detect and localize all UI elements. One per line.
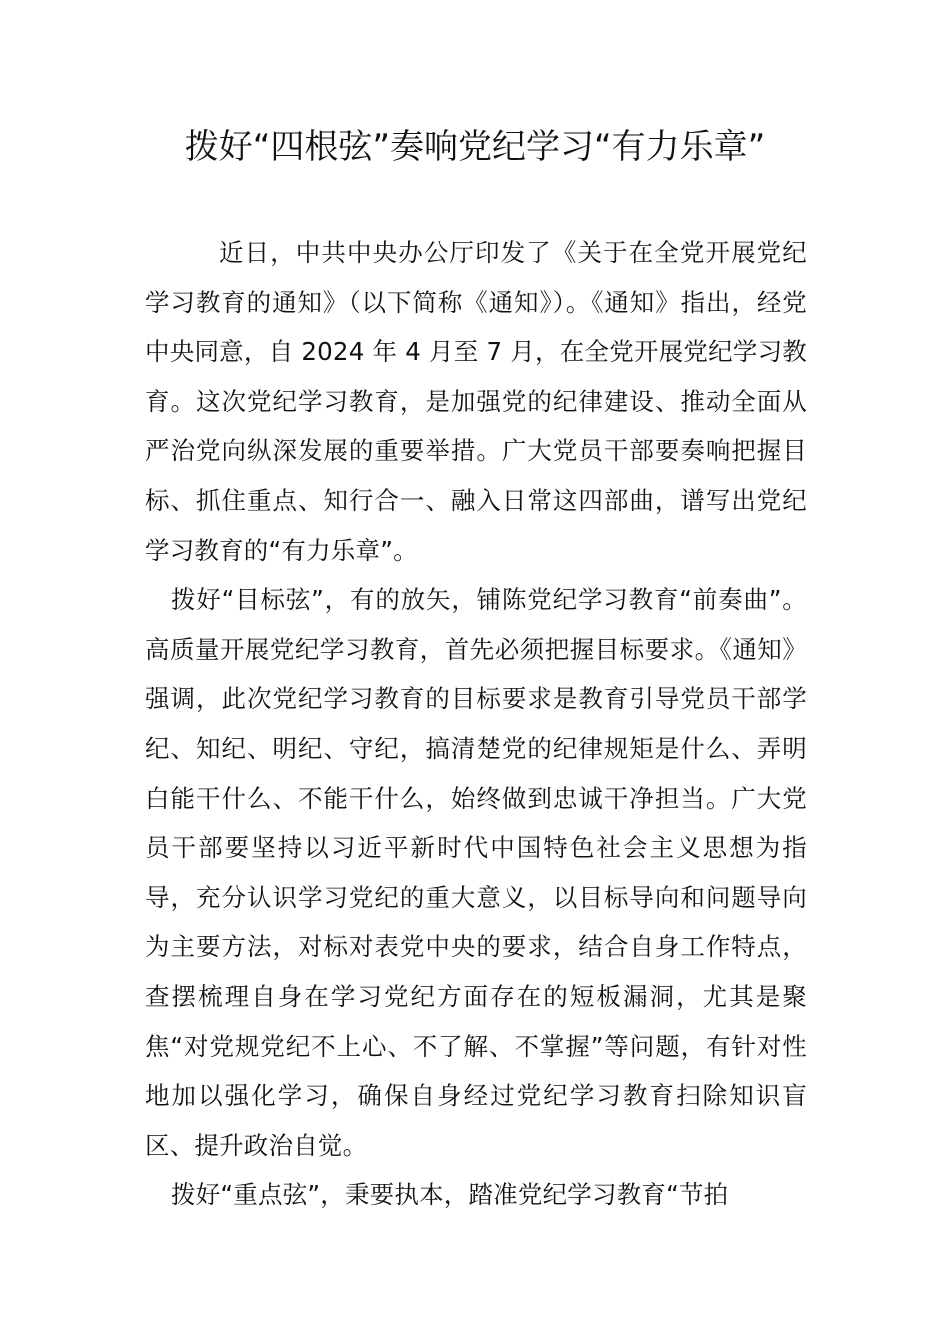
paragraph-intro: 近日，中共中央办公厅印发了《关于在全党开展党纪学习教育的通知》（以下简称《通知》）。《通知》指出，经党中央同意，自 2024 年 4 月至 7 月，在全党开展党纪学习教育。这次党纪学习教育，是加强党的纪律建设、推动全面从严治党向纵深发展的重要举措。广大党员干部要奏响把握目标、抓住重点、知行合一、融入日常这四部曲，谱写出党纪学习教育的“有力乐章”。 [145, 238, 807, 565]
document-body [145, 228, 807, 1220]
document-title: 拨好“四根弦”奏响党纪学习“有力乐章” [184, 127, 766, 167]
paragraph-goal: 拨好“目标弦”，有的放矢，铺陈党纪学习教育“前奏曲”。高质量开展党纪学习教育，首先必须把握目标要求。《通知》强调，此次党纪学习教育的目标要求是教育引导党员干部学纪、知纪、明纪、守纪，搞清楚党的纪律规矩是什么、弄明白能干什么、不能干什么，始终做到忠诚干净担当。广大党员干部要坚持以习近平新时代中国特色社会主义思想为指导，充分认识学习党纪的重大意义，以目标导向和问题导向为主要方法，对标对表党中央的要求，结合自身工作特点，查摆梳理自身在学习党纪方面存在的短板漏洞，尤其是聚焦“对党规党纪不上心、不了解、不掌握”等问题，有针对性地加以强化学习，确保自身经过党纪学习教育扫除知识盲区、提升政治自觉。 [145, 585, 807, 1160]
paragraph-focus: 拨好“重点弦”，秉要执本，踏准党纪学习教育“节拍 [171, 1180, 729, 1210]
